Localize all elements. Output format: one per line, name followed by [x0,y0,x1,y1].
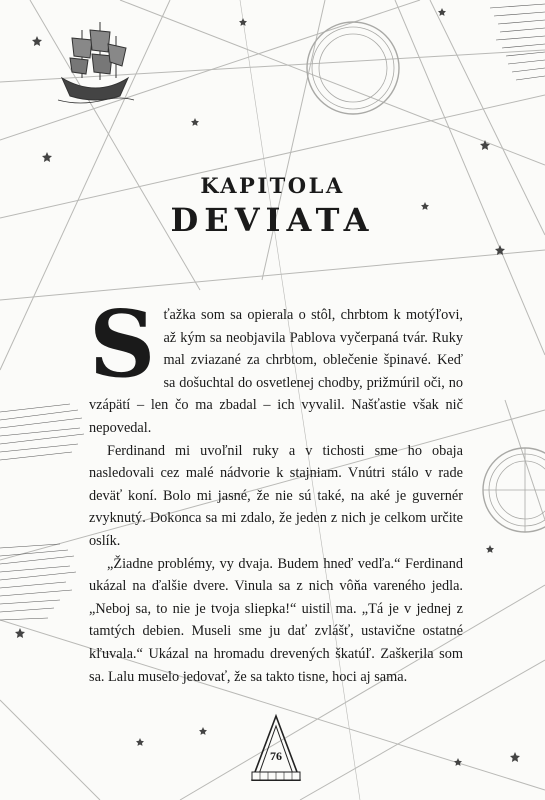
compass-divider-icon [252,716,300,780]
paragraph-3: „Žiadne problémy, vy dvaja. Budem hneď vedľa.“ Ferdinand ukázal na ďalšie dvere. Vinula sa z nich vôňa vareného jedla. „Neboj sa, to nie je tvoja sliepka!“ uistil ma. „Tá je v jednej z tamtých debien. Museli sme ju dať zvlášť, ustavične ostatné kľuvala.“ Ukázal na hromadu drevených škatúľ. Zaškerila som sa. Lalu muselo jedovať, že sa takto tisne, hoci aj sama. [89,555,463,685]
ship-icon [58,22,134,103]
chapter-title: DEVIATA [170,201,375,239]
drop-cap: S [89,290,156,398]
paragraph-2: Ferdinand mi uvoľnil ruky a v tichosti sme ho obaja nasledovali cez malé nádvorie k stajniam. Vnútri stálo v rade deväť koní. Bolo mi jasné, že nie sú také, na aké je guvernér zvyknutý. Dokonca sa mi zdalo, že jeden z nich je celkom určite oslík. [89,442,463,549]
chapter-label: KAPITOLA [200,173,345,198]
paragraph-1 [89,290,463,440]
page-number: 76 [270,749,282,763]
paragraph-1-text: ťažka som sa opierala o stôl, chrbtom k motýľovi, až kým sa neobjavila Pablova vyčerpaná tvár. Ruky mal zviazané za chrbtom, oblečenie špinavé. Keď sa došuchtal do osvetlenej chodby, prižmúril oči, no vzápätí – len čo ma zbadal – ich vyvalil. Našťastie však nič nepovedal. [89,307,463,436]
chapter-body [89,290,463,688]
